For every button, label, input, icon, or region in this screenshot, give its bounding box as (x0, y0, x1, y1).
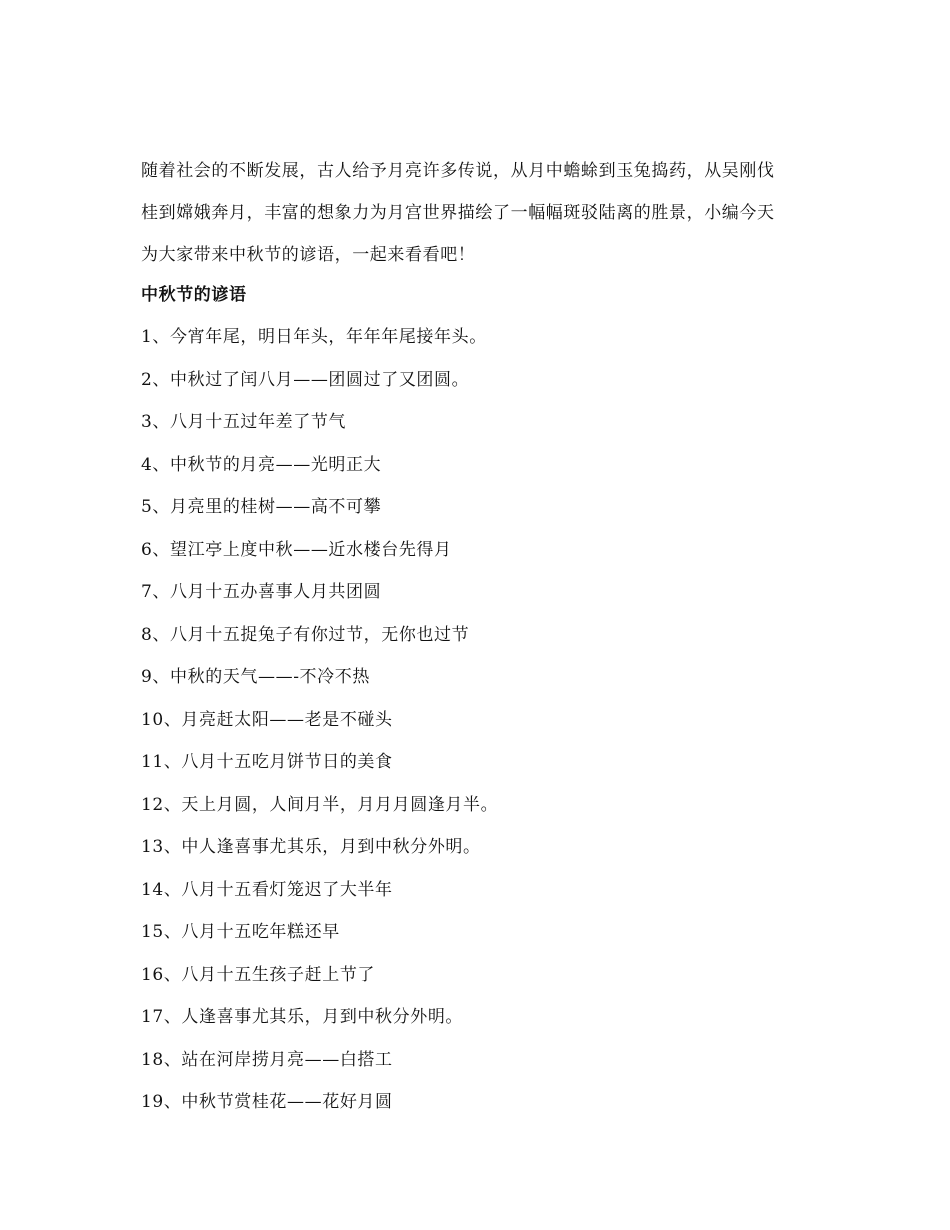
intro-line: 为大家带来中秋节的谚语，一起来看看吧！ (141, 245, 476, 265)
intro-line: 桂到嫦娥奔月，丰富的想象力为月宫世界描绘了一幅幅斑驳陆离的胜景，小编今天 (141, 203, 775, 223)
list-item: 5、月亮里的桂树——高不可攀 (141, 497, 382, 517)
list-item: 11、八月十五吃月饼节日的美食 (141, 752, 393, 772)
list-item: 14、八月十五看灯笼迟了大半年 (141, 879, 393, 900)
intro-paragraph (141, 150, 821, 276)
list-item: 12、天上月圆，人间月半，月月月圆逢月半。 (141, 794, 499, 815)
list-item: 4、中秋节的月亮——光明正大 (141, 454, 382, 475)
list-item: 3、八月十五过年差了节气 (141, 412, 347, 432)
list-item: 8、八月十五捉兔子有你过节，无你也过节 (141, 624, 470, 645)
intro-line: 随着社会的不断发展，古人给予月亮许多传说，从月中蟾蜍到玉兔捣药，从吴刚伐 (141, 161, 775, 181)
list-item: 16、八月十五生孩子赶上节了 (141, 964, 376, 985)
list-item: 1、今宵年尾，明日年头，年年年尾接年头。 (141, 327, 487, 347)
list-item: 7、八月十五办喜事人月共团圆 (141, 582, 382, 602)
section-heading: 中秋节的谚语 (141, 285, 247, 305)
list-item: 2、中秋过了闰八月——团圆过了又团圆。 (141, 369, 470, 390)
list-item: 10、月亮赶太阳——老是不碰头 (141, 709, 393, 730)
list-item: 6、望江亭上度中秋——近水楼台先得月 (141, 539, 452, 560)
list-item: 19、中秋节赏桂花——花好月圆 (141, 1092, 393, 1112)
list-item: 17、人逢喜事尤其乐，月到中秋分外明。 (141, 1007, 464, 1027)
list-item: 15、八月十五吃年糕还早 (141, 922, 340, 942)
list-item: 9、中秋的天气——-不冷不热 (141, 667, 370, 687)
proverb-list (141, 325, 498, 1133)
list-item: 13、中人逢喜事尤其乐，月到中秋分外明。 (141, 837, 481, 857)
list-item: 18、站在河岸捞月亮——白搭工 (141, 1049, 393, 1070)
